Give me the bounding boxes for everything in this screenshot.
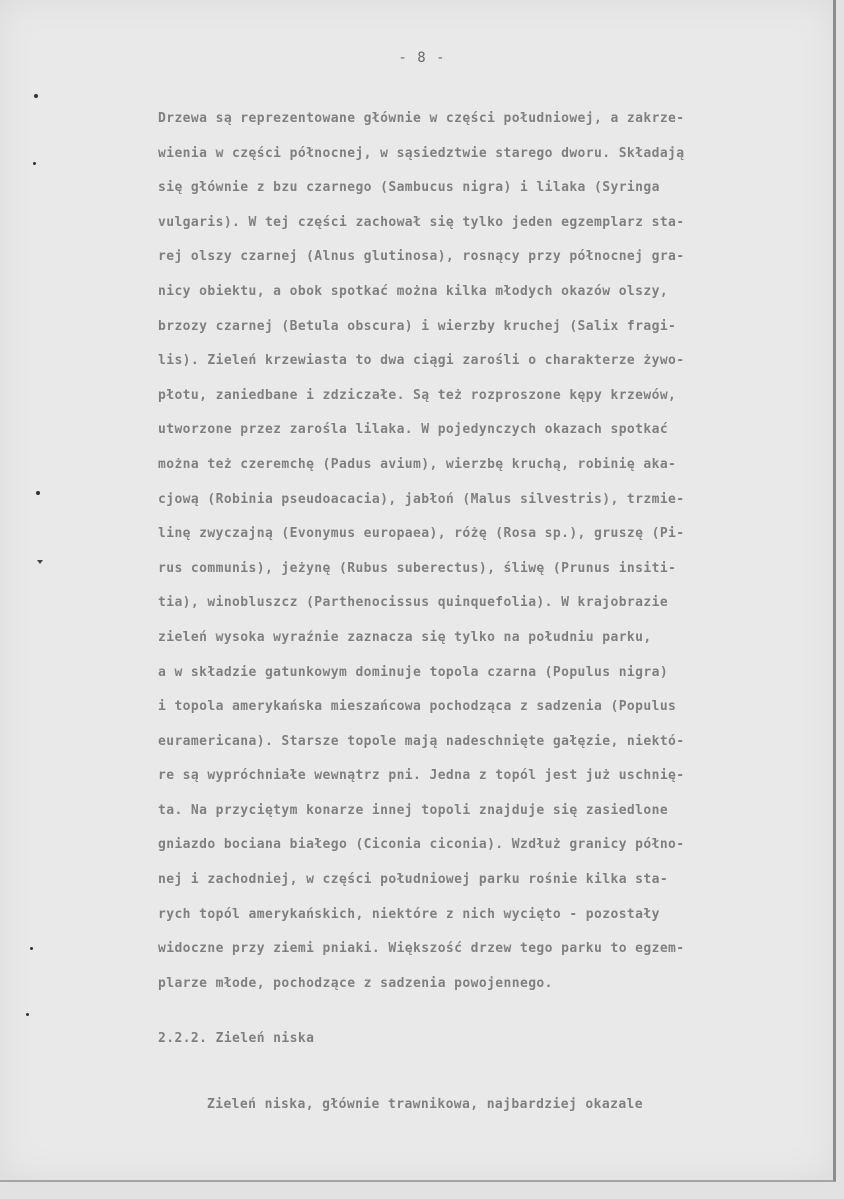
section-heading: 2.2.2. Zieleń niska <box>158 1031 315 1046</box>
text-line: Drzewa są reprezentowane głównie w części południowej, a zakrze- <box>158 111 685 126</box>
text-line: i topola amerykańska mieszańcowa pochodząca z sadzenia (Populus <box>158 699 677 715</box>
text-line: linę zwyczajną (Evonymus europaea), różę (Rosa sp.), gruszę (Pi- <box>158 526 685 542</box>
body-paragraph <box>158 102 844 1001</box>
text-line: utworzone przez zarośla lilaka. W pojedynczych okazach spotkać <box>158 422 669 438</box>
text-line: gniazdo bociana białego (Ciconia ciconia). Wzdłuż granicy półno- <box>158 837 685 853</box>
text-line: euramericana). Starsze topole mają nadeschnięte gałęzie, niektó- <box>158 733 685 749</box>
text-line: cjową (Robinia pseudoacacia), jabłoń (Malus silvestris), trzmie- <box>158 491 685 507</box>
text-line: plarze młode, pochodzące z sadzenia powojennego. <box>158 975 553 991</box>
text-line: lis). Zieleń krzewiasta to dwa ciągi zarośli o charakterze żywo- <box>158 353 685 369</box>
margin-mark <box>26 1013 29 1016</box>
text-line: wienia w części północnej, w sąsiedztwie starego dworu. Składają <box>158 145 685 161</box>
text-line: nej i zachodniej, w części południowej parku rośnie kilka sta- <box>158 872 669 888</box>
text-line: zieleń wysoka wyraźnie zaznacza się tylko na południu parku, <box>158 629 652 645</box>
text-line: widoczne przy ziemi pniaki. Większość drzew tego parku to egzem- <box>158 941 685 957</box>
text-line: rych topól amerykańskich, niektóre z nich wycięto - pozostały <box>158 906 660 922</box>
text-line: rej olszy czarnej (Alnus glutinosa), rosnący przy północnej gra- <box>158 249 685 265</box>
margin-mark <box>30 947 33 950</box>
section-paragraph-first-line: Zieleń niska, głównie trawnikowa, najbardziej okazale <box>207 1097 644 1112</box>
margin-mark <box>36 491 40 495</box>
margin-mark <box>34 94 38 98</box>
text-line: nicy obiektu, a obok spotkać można kilka młodych okazów olszy, <box>158 283 669 299</box>
text-line: tia), winobluszcz (Parthenocissus quinquefolia). W krajobrazie <box>158 595 669 611</box>
text-line: się głównie z bzu czarnego (Sambucus nigra) i lilaka (Syringa <box>158 180 660 196</box>
text-line: vulgaris). W tej części zachował się tylko jeden egzemplarz sta- <box>158 214 685 230</box>
page-number: - 8 - <box>398 50 446 66</box>
margin-mark <box>33 162 36 165</box>
text-line: można też czeremchę (Padus avium), wierzbę kruchą, robinię aka- <box>158 456 677 472</box>
text-line: brzozy czarnej (Betula obscura) i wierzby kruchej (Salix fragi- <box>158 318 677 334</box>
text-line: ta. Na przyciętym konarze innej topoli znajduje się zasiedlone <box>158 802 669 818</box>
text-line: a w składzie gatunkowym dominuje topola czarna (Populus nigra) <box>158 664 669 680</box>
text-line: rus communis), jeżynę (Rubus suberectus), śliwę (Prunus insiti- <box>158 560 677 576</box>
text-line: re są wypróchniałe wewnątrz pni. Jedna z topól jest już uschnię- <box>158 768 685 784</box>
text-line: płotu, zaniedbane i zdziczałe. Są też rozproszone kępy krzewów, <box>158 387 677 403</box>
